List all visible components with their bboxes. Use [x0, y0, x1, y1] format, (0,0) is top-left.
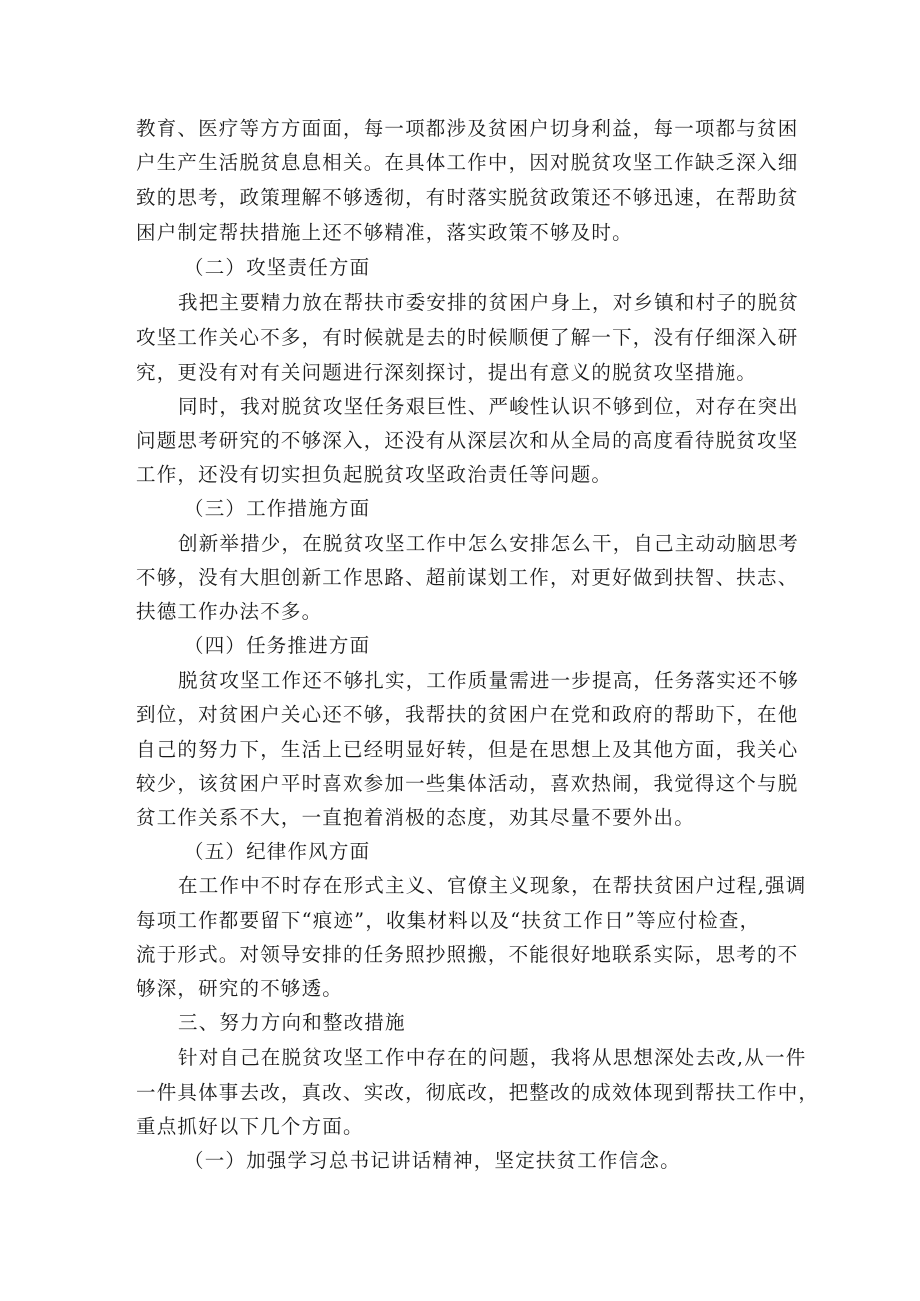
- text-line: 工作，还没有切实担负起脱贫攻坚政治责任等问题。: [136, 463, 613, 486]
- section-heading: （三）工作措施方面: [184, 497, 371, 520]
- text-line: 究，更没有对有关问题进行深刻探讨，提出有意义的脱贫攻坚措施。: [136, 361, 758, 384]
- text-line: 问题思考研究的不够深入，还没有从深层次和从全局的高度看待脱贫攻坚: [136, 429, 799, 452]
- section-heading: 三、努力方向和整改措施: [178, 1011, 406, 1034]
- text-line: 够深，研究的不够透。: [136, 977, 344, 1000]
- text-line: 到位，对贫困户关心还不够，我帮扶的贫困户在党和政府的帮助下，在他: [136, 703, 799, 726]
- text-line: 不够，没有大胆创新工作思路、超前谋划工作，对更好做到扶智、扶志、: [136, 566, 799, 589]
- text-line: 在工作中不时存在形式主义、官僚主义现象，在帮扶贫困户过程,强调: [178, 874, 807, 897]
- text-line: 扶德工作办法不多。: [136, 600, 323, 623]
- text-line: 流于形式。对领导安排的任务照抄照搬，不能很好地联系实际，思考的不: [136, 943, 799, 966]
- text-line: 户生产生活脱贫息息相关。在具体工作中，因对脱贫攻坚工作缺乏深入细: [136, 151, 799, 174]
- text-line: 同时，我对脱贫攻坚任务艰巨性、严峻性认识不够到位，对存在突出: [178, 395, 800, 418]
- text-line: 针对自己在脱贫攻坚工作中存在的问题，我将从思想深处去改,从一件: [178, 1046, 807, 1069]
- text-line: 一件具体事去改，真改、实改，彻底改，把整改的成效体现到帮扶工作中，: [136, 1081, 820, 1104]
- text-line: 困户制定帮扶措施上还不够精准，落实政策不够及时。: [136, 221, 633, 244]
- text-line: 脱贫攻坚工作还不够扎实，工作质量需进一步提高，任务落实还不够: [178, 669, 800, 692]
- section-heading: （四）任务推进方面: [184, 634, 371, 657]
- text-line: 创新举措少，在脱贫攻坚工作中怎么安排怎么干，自己主动动脑思考: [178, 532, 800, 555]
- section-heading: （五）纪律作风方面: [184, 840, 371, 863]
- text-line: 自己的努力下，生活上已经明显好转，但是在思想上及其他方面，我关心: [136, 738, 799, 761]
- text-line: 我把主要精力放在帮扶市委安排的贫困户身上，对乡镇和村子的脱贫: [178, 291, 800, 314]
- text-line: 较少，该贫困户平时喜欢参加一些集体活动，喜欢热闹，我觉得这个与脱: [136, 772, 799, 795]
- text-line: 攻坚工作关心不多，有时候就是去的时候顺便了解一下，没有仔细深入研: [136, 326, 799, 349]
- text-line: 重点抓好以下几个方面。: [136, 1115, 364, 1138]
- text-line: 教育、医疗等方方面面，每一项都涉及贫困户切身利益，每一项都与贫困: [136, 117, 799, 140]
- section-heading: （二）攻坚责任方面: [184, 256, 371, 279]
- text-line: 贫工作关系不大，一直抱着消极的态度，劝其尽量不要外出。: [136, 806, 695, 829]
- text-line: 每项工作都要留下“痕迹”，收集材料以及“扶贫工作日”等应付检查，: [136, 909, 761, 932]
- text-line: 致的思考，政策理解不够透彻，有时落实脱贫政策还不够迅速，在帮助贫: [136, 186, 799, 209]
- section-heading: （一）加强学习总书记讲话精神，坚定扶贫工作信念。: [184, 1149, 681, 1172]
